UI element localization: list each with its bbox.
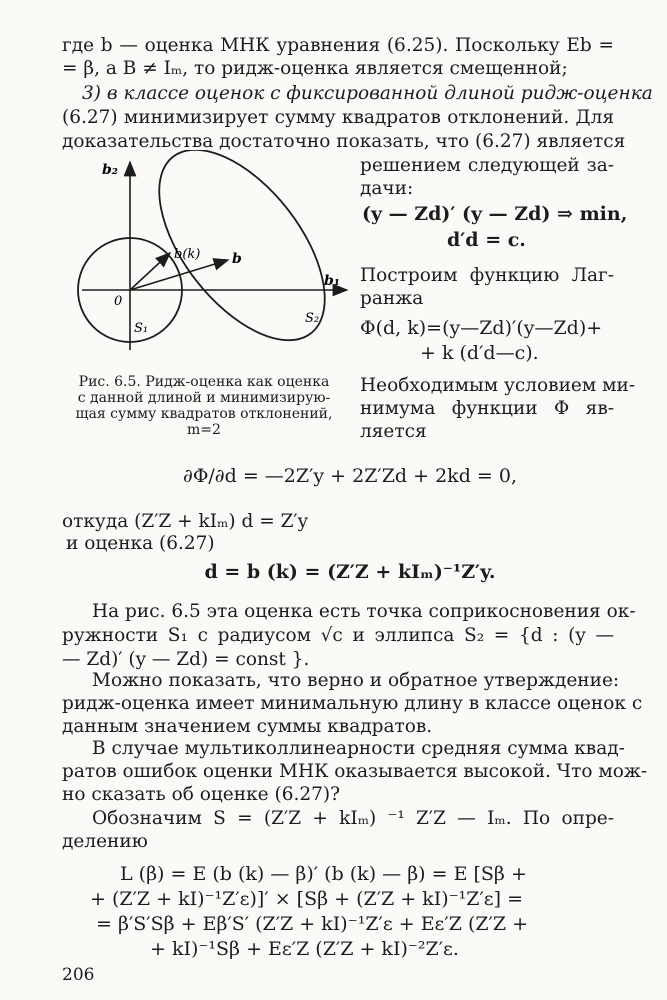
figure-caption-4: m=2 bbox=[187, 422, 221, 438]
loss-equation-3: = β′S′Sβ + Eβ′S′ (Z′Z + kI)⁻¹Z′ε + Eε′Z (Z′Z + bbox=[96, 913, 529, 935]
para1-line-1: На рис. 6.5 эта оценка есть точка соприкосновения ок- bbox=[92, 601, 636, 622]
right-col-cond-2: нимума функции Φ яв- bbox=[360, 398, 614, 419]
right-col-cond-3: ляется bbox=[360, 421, 427, 442]
lagrange-equation-1: Φ(d, k)=(y—Zd)′(y—Zd)+ bbox=[360, 317, 603, 339]
para3-line-3: но сказать об оценке (6.27)? bbox=[62, 784, 341, 805]
label-b1: b₁ bbox=[324, 273, 340, 289]
estimate-equation: d = b (k) = (Z′Z + kIₘ)⁻¹Z′y. bbox=[204, 561, 496, 583]
text-line-3: 3) в классе оценок с фиксированной длиной ридж-оценка bbox=[82, 83, 653, 104]
loss-equation-2: + (Z′Z + kI)⁻¹Z′ε)]′ × [Sβ + (Z′Z + kI)⁻¹Z′ε] = bbox=[90, 888, 524, 910]
para3-line-2: ратов ошибок оценки МНК оказывается высокой. Что мож- bbox=[62, 761, 648, 782]
figure-caption-1: Рис. 6.5. Ридж-оценка как оценка bbox=[78, 374, 330, 390]
loss-equation-4: + kI)⁻¹Sβ + Eε′Z (Z′Z + kI)⁻²Z′ε. bbox=[150, 938, 459, 960]
right-col-cond-1: Необходимым условием ми- bbox=[360, 375, 636, 396]
ridge-figure bbox=[62, 150, 352, 370]
label-b2: b₂ bbox=[102, 162, 118, 178]
right-col-lagrange-2: ранжа bbox=[360, 288, 424, 309]
figure-caption-3: щая сумму квадратов отклонений, bbox=[75, 406, 333, 422]
label-bk: b(k) bbox=[174, 247, 201, 262]
page-number: 206 bbox=[62, 965, 95, 985]
para2-line-2: ридж-оценка имеет минимальную длину в классе оценок с bbox=[62, 693, 643, 714]
para1-line-2: ружности S₁ с радиусом √c и эллипса S₂ = {d : (y — bbox=[62, 625, 614, 646]
gradient-equation: ∂Φ/∂d = —2Z′y + 2Z′Zd + 2kd = 0, bbox=[183, 465, 517, 487]
right-col-line-1: решением следующей за- bbox=[360, 155, 614, 176]
text-line-5: доказательства достаточно показать, что (6.27) является bbox=[62, 131, 626, 152]
label-origin: 0 bbox=[114, 294, 123, 309]
lagrange-equation-2: + k (d′d—c). bbox=[420, 342, 539, 364]
text-line-4: (6.27) минимизирует сумму квадратов отклонений. Для bbox=[62, 107, 614, 128]
label-b: b bbox=[232, 251, 242, 267]
right-col-lagrange-1: Построим функцию Лаг- bbox=[360, 265, 614, 286]
text-line-2: = β, а B ≠ Iₘ, то ридж-оценка является смещенной; bbox=[62, 58, 568, 79]
figure-caption-2: с данной длиной и минимизирую- bbox=[77, 390, 331, 406]
task-equation-1: (y — Zd)′ (y — Zd) ⇒ min, bbox=[362, 203, 628, 225]
vector-b bbox=[130, 260, 228, 290]
para2-line-3: данным значением суммы квадратов. bbox=[62, 716, 433, 737]
text-line-1: где b — оценка МНК уравнения (6.25). Поскольку Eb = bbox=[62, 35, 614, 56]
loss-equation-1: L (β) = E (b (k) — β)′ (b (k) — β) = E [Sβ + bbox=[120, 863, 527, 885]
task-equation-2: d′d = c. bbox=[447, 229, 526, 251]
denote-line-2: делению bbox=[62, 831, 148, 852]
para3-line-1: В случае мультиколлинеарности средняя сумма квад- bbox=[92, 738, 625, 759]
denote-line-1: Обозначим S = (Z′Z + kIₘ) ⁻¹ Z′Z — Iₘ. По опре- bbox=[92, 808, 614, 829]
whence-line: откуда (Z′Z + kIₘ) d = Z′y bbox=[62, 511, 309, 532]
para1-line-3: — Zd)′ (y — Zd) = const }. bbox=[62, 649, 310, 670]
para2-line-1: Можно показать, что верно и обратное утверждение: bbox=[92, 670, 620, 691]
label-s2: S₂ bbox=[305, 311, 320, 326]
estimate-line: и оценка (6.27) bbox=[66, 533, 215, 554]
right-col-line-2: дачи: bbox=[360, 178, 414, 199]
label-s1: S₁ bbox=[134, 321, 149, 336]
